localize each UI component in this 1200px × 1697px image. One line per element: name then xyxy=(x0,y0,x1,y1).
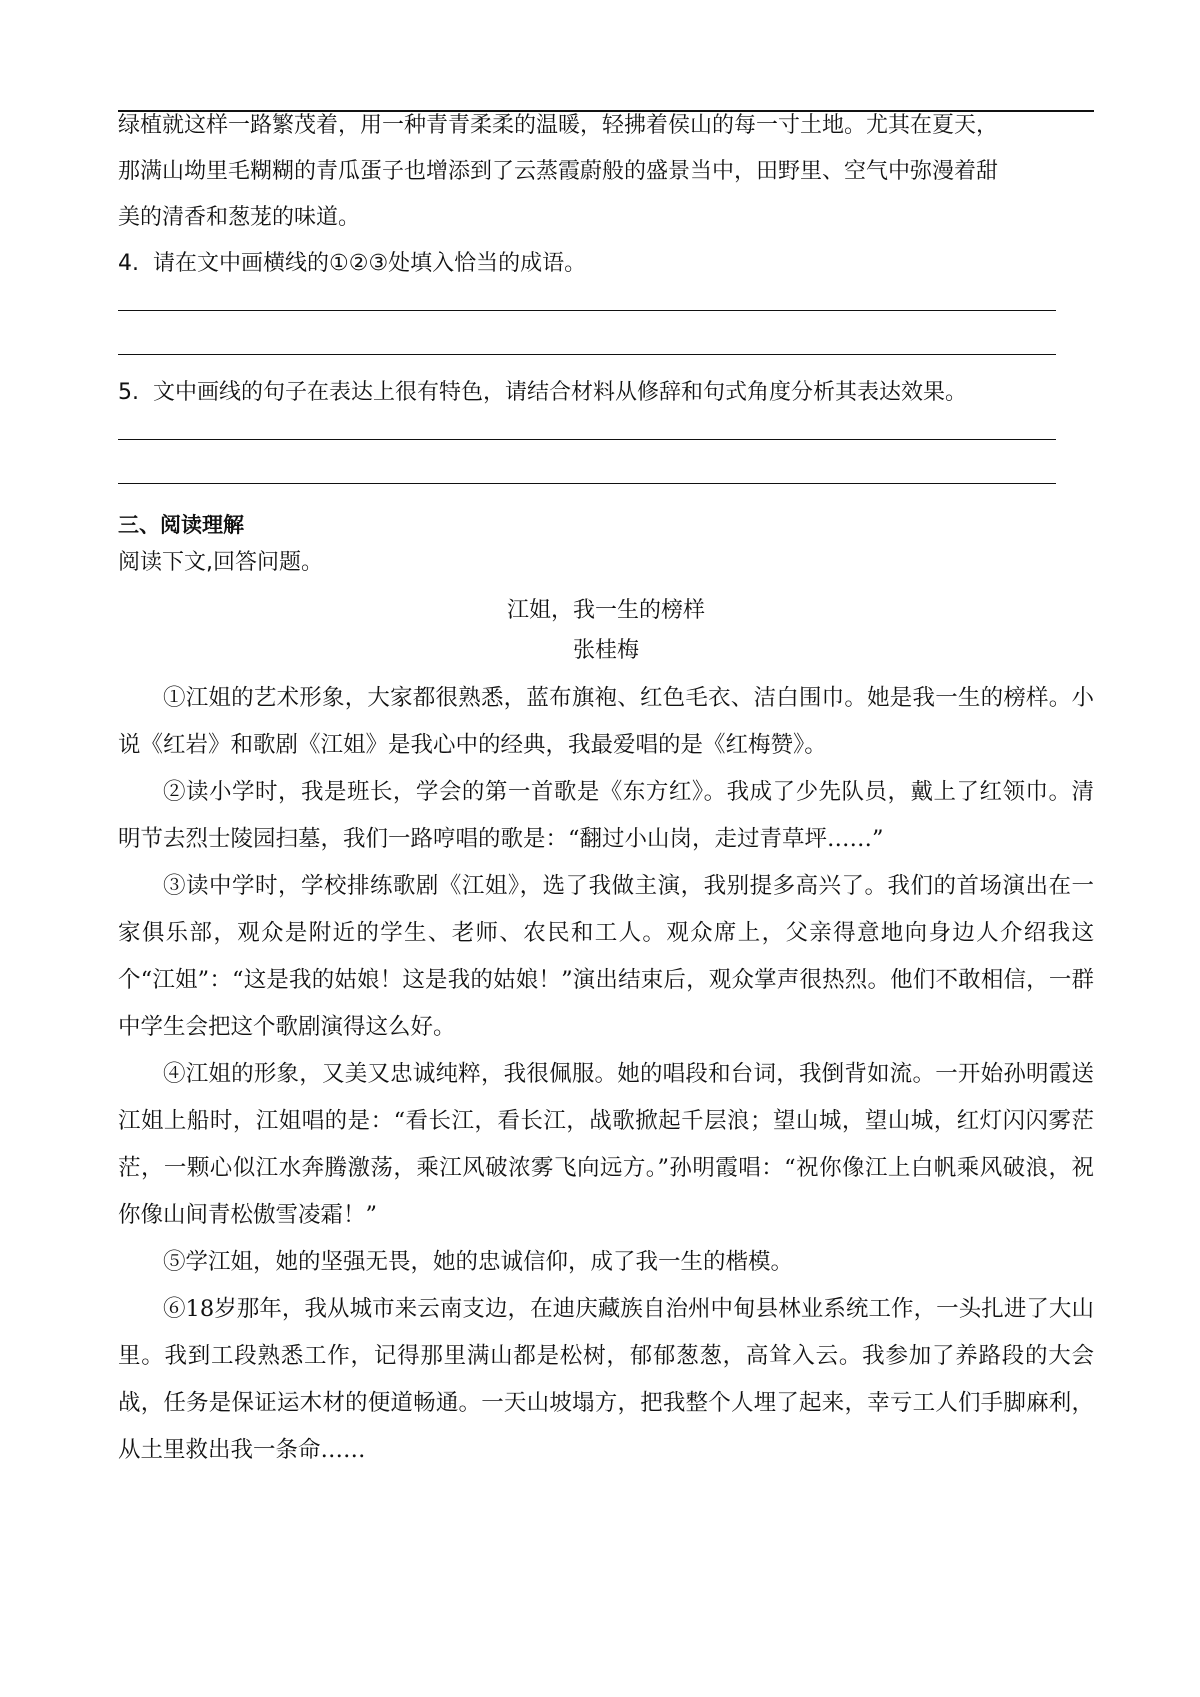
section-heading: 三、阅读理解 xyxy=(118,513,244,537)
paragraph-2: ②读小学时，我是班长，学会的第一首歌是《东方红》。我成了少先队员，戴上了红领巾。清明节去烈士陵园扫墓，我们一路哼唱的歌是：“翻过小山岗，走过青草坪……” xyxy=(118,779,1094,852)
answer-line-4b[interactable] xyxy=(118,354,1056,355)
intro-line-1: 绿植就这样一路繁茂着，用一种青青柔柔的温暖，轻拂着侯山的每一寸土地。尤其在夏天， xyxy=(118,113,999,138)
answer-line-5b[interactable] xyxy=(118,483,1056,484)
paragraph-4: ④江姐的形象，又美又忠诚纯粹，我很佩服。她的唱段和台词，我倒背如流。一开始孙明霞送江姐上船时，江姐唱的是：“看长江，看长江，战歌掀起千层浪；望山城，望山城，红灯闪闪雾茫茫，一颗心似江水奔腾激荡，乘江风破浓雾飞向远方。”孙明霞唱：“祝你像江上白帆乘风破浪，祝你像山间青松傲雪凌霜！” xyxy=(118,1061,1094,1228)
intro-line-3: 美的清香和葱茏的味道。 xyxy=(118,205,361,230)
article-title: 江姐，我一生的榜样 xyxy=(506,598,705,623)
question-4-number: 4. xyxy=(118,251,139,276)
question-4 xyxy=(118,241,1094,287)
reading-instruction: 阅读下文,回答问题。 xyxy=(118,550,323,575)
question-5 xyxy=(118,370,1094,416)
question-5-number: 5. xyxy=(118,380,139,405)
paragraph-3: ③读中学时，学校排练歌剧《江姐》，选了我做主演，我别提多高兴了。我们的首场演出在一家俱乐部，观众是附近的学生、老师、农民和工人。观众席上，父亲得意地向身边人介绍我这个“江姐”：“这是我的姑娘！这是我的姑娘！”演出结束后，观众掌声很热烈。他们不敢相信，一群中学生会把这个歌剧演得这么好。 xyxy=(118,873,1094,1040)
answer-line-5a[interactable] xyxy=(118,439,1056,440)
intro-line-2: 那满山坳里毛糊糊的青瓜蛋子也增添到了云蒸霞蔚般的盛景当中，田野里、空气中弥漫着甜 xyxy=(118,159,999,184)
question-4-text: 请在文中画横线的①②③处填入恰当的成语。 xyxy=(153,251,587,276)
paragraph-1: ①江姐的艺术形象，大家都很熟悉，蓝布旗袍、红色毛衣、洁白围巾。她是我一生的榜样。小说《红岩》和歌剧《江姐》是我心中的经典，我最爱唱的是《红梅赞》。 xyxy=(118,685,1094,758)
article-author: 张桂梅 xyxy=(572,638,639,663)
question-5-text: 文中画线的句子在表达上很有特色，请结合材料从修辞和句式角度分析其表达效果。 xyxy=(153,380,968,405)
paragraph-6: ⑥18岁那年，我从城市来云南支边，在迪庆藏族自治州中甸县林业系统工作，一头扎进了大山里。我到工段熟悉工作，记得那里满山都是松树，郁郁葱葱，高耸入云。我参加了养路段的大会战，任务是保证运木材的便道畅通。一天山坡塌方，把我整个人埋了起来，幸亏工人们手脚麻利，从土里救出我一条命…… xyxy=(118,1296,1094,1463)
article-body xyxy=(118,675,1094,1474)
answer-line-4a[interactable] xyxy=(118,310,1056,311)
paragraph-5: ⑤学江姐，她的坚强无畏，她的忠诚信仰，成了我一生的楷模。 xyxy=(163,1249,794,1275)
